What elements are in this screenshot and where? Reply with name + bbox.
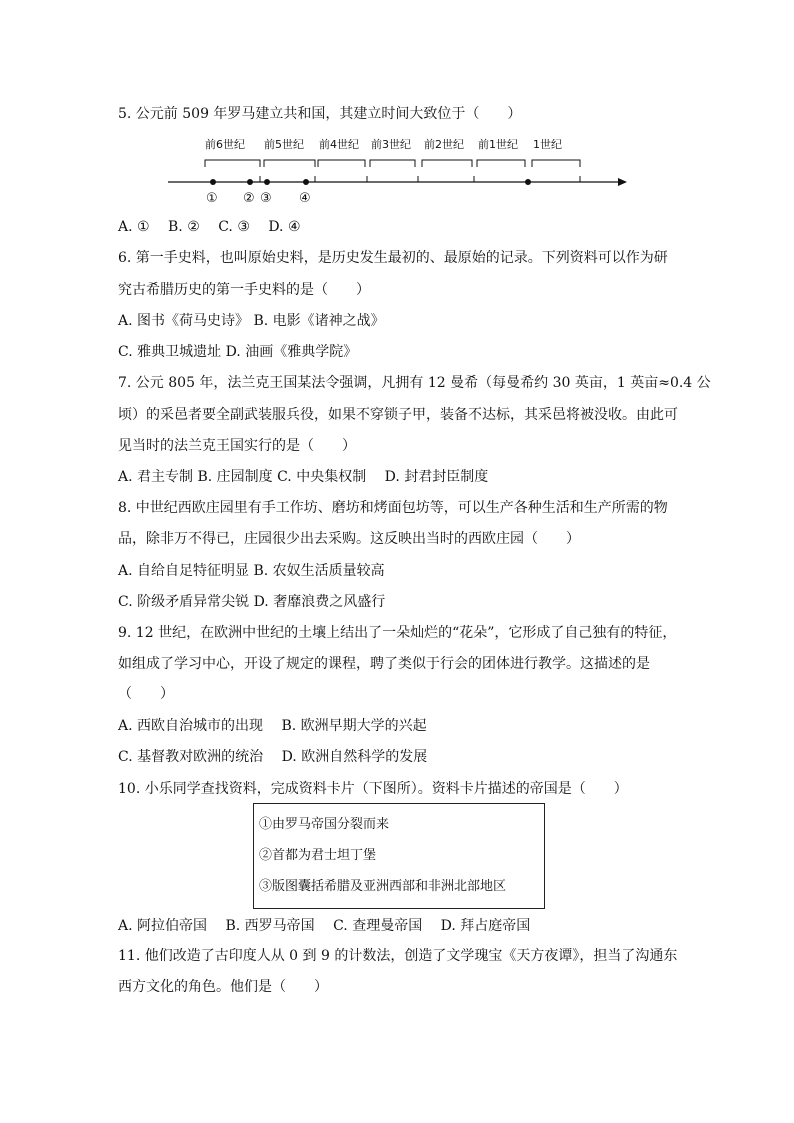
timeline-marker: ① <box>206 191 218 206</box>
q5-options: A. ① B. ② C. ③ D. ④ <box>118 219 301 235</box>
q6-stem-line2: 究古希腊历史的第一手史料的是（ ） <box>118 282 370 298</box>
q6-options-line2: C. 雅典卫城遗址 D. 油画《雅典学院》 <box>118 344 358 360</box>
info-card <box>253 803 545 909</box>
timeline-label: 前3世纪 <box>371 138 411 151</box>
info-card-item: ①由罗马帝国分裂而来 <box>259 817 390 832</box>
q8-stem-line1: 8. 中世纪西欧庄园里有手工作坊、磨坊和烤面包坊等，可以生产各种生活和生产所需的物 <box>118 500 668 516</box>
info-card-item: ②首都为君士坦丁堡 <box>259 848 377 863</box>
q5-stem: 5. 公元前 509 年罗马建立共和国，其建立时间大致位于（ ） <box>118 106 522 122</box>
q11-stem-line1: 11. 他们改造了古印度人从 0 到 9 的计数法，创造了文学瑰宝《天方夜谭》，担当了沟通东 <box>118 948 678 964</box>
q6-stem-line1: 6. 第一手史料，也叫原始史料，是历史发生最初的、最原始的记录。下列资料可以作为研 <box>118 250 668 266</box>
q5-timeline <box>160 132 630 208</box>
q8-options-line1: A. 自给自足特征明显 B. 农奴生活质量较高 <box>118 563 385 579</box>
timeline-marker: ③ <box>260 191 272 206</box>
q9-stem-line1: 9. 12 世纪，在欧洲中世纪的土壤上结出了一朵灿烂的“花朵”，它形成了自己独有的特征， <box>118 625 677 641</box>
q10-stem: 10. 小乐同学查找资料，完成资料卡片（下图所）。资料卡片描述的帝国是（ ） <box>118 781 628 797</box>
timeline-label: 前4世纪 <box>319 138 359 151</box>
q7-stem-line2: 顷）的采邑者要全副武装服兵役，如果不穿锁子甲，装备不达标，其采邑将被没收。由此可 <box>118 407 678 423</box>
q8-stem-line2: 品，除非万不得已，庄园很少出去采购。这反映出当时的西欧庄园（ ） <box>118 531 580 547</box>
q10-options: A. 阿拉伯帝国 B. 西罗马帝国 C. 查理曼帝国 D. 拜占庭帝国 <box>118 918 531 934</box>
timeline-marker: ② <box>243 191 255 206</box>
timeline-label: 1世纪 <box>533 138 562 151</box>
q9-options-line1: A. 西欧自治城市的出现 B. 欧洲早期大学的兴起 <box>118 718 427 734</box>
q11-stem-line2: 西方文化的角色。他们是（ ） <box>118 979 328 995</box>
timeline-label: 前2世纪 <box>424 138 464 151</box>
timeline-marker: ④ <box>299 191 311 206</box>
info-card-item: ③版图囊括希腊及亚洲西部和非洲北部地区 <box>259 879 507 894</box>
timeline-label: 前1世纪 <box>478 138 518 151</box>
q8-options-line2: C. 阶级矛盾异常尖锐 D. 奢靡浪费之风盛行 <box>118 594 386 610</box>
q7-options: A. 君主专制 B. 庄园制度 C. 中央集权制 D. 封君封臣制度 <box>118 469 489 485</box>
timeline-label: 前6世纪 <box>205 138 245 151</box>
q6-options-line1: A. 图书《荷马史诗》 B. 电影《诸神之战》 <box>118 313 385 329</box>
timeline-label: 前5世纪 <box>264 138 304 151</box>
q9-stem-line2: 如组成了学习中心，开设了规定的课程，聘了类似于行会的团体进行教学。这描述的是 <box>118 656 650 672</box>
q7-stem-line1: 7. 公元 805 年，法兰克王国某法令强调，凡拥有 12 曼希（每曼希约 30 英亩，1 英亩≈0.4 公 <box>118 375 711 391</box>
q9-options-line2: C. 基督教对欧洲的统治 D. 欧洲自然科学的发展 <box>118 749 428 765</box>
q7-stem-line3: 见当时的法兰克王国实行的是（ ） <box>118 438 356 454</box>
q9-stem-line3: （ ） <box>118 686 174 702</box>
